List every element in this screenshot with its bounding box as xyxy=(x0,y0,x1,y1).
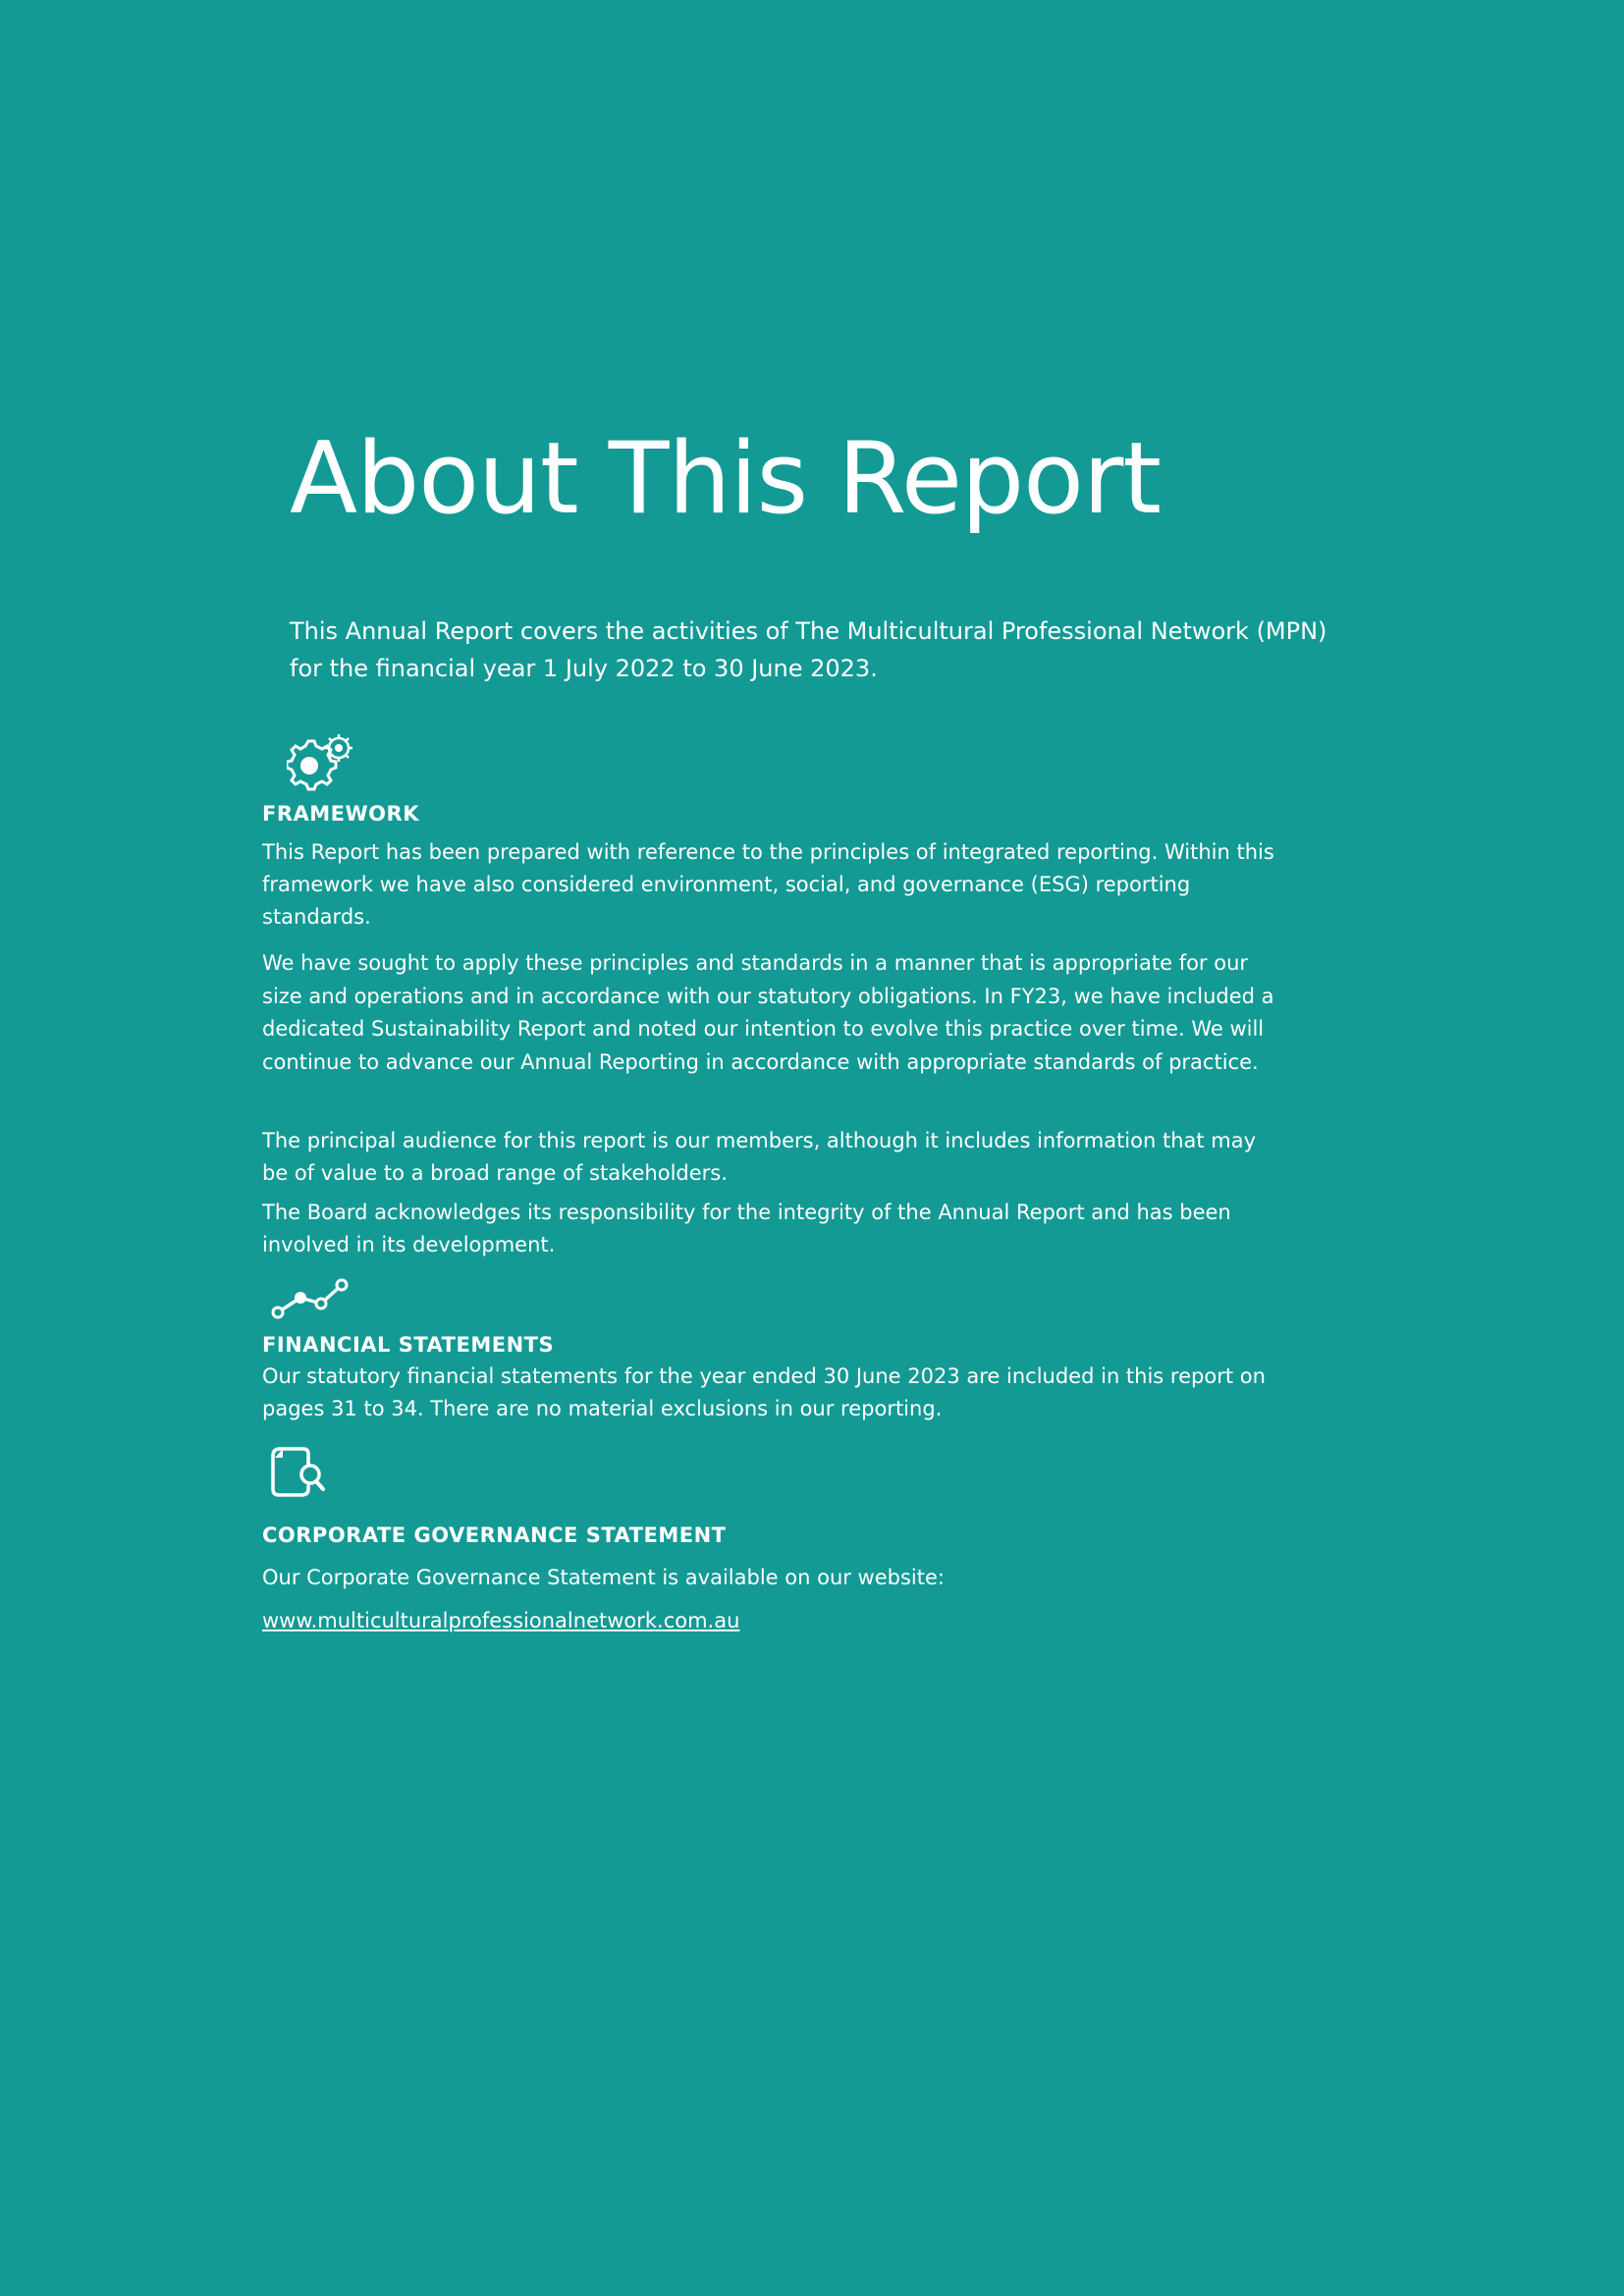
governance-text: Our Corporate Governance Statement is available on our website: xyxy=(262,1566,945,1589)
framework-paragraph-1: This Report has been prepared with reference to the principles of integrated reporting. Within this framework we have also considered environment, social, and governance (ESG) reporting standards. xyxy=(262,840,1274,929)
framework-paragraph-3: The principal audience for this report is our members, although it includes information that may be of value to a broad range of stakeholders. xyxy=(262,1129,1257,1185)
governance-heading: CORPORATE GOVERNANCE STATEMENT xyxy=(262,1523,727,1547)
framework-paragraph-4: The Board acknowledges its responsibility for the integrity of the Annual Report and has been involved in its development. xyxy=(262,1201,1231,1256)
financial-statements-heading: FINANCIAL STATEMENTS xyxy=(262,1333,555,1357)
document-search-icon xyxy=(269,1443,328,1502)
page-title: About This Report xyxy=(290,420,1162,536)
framework-heading: FRAMEWORK xyxy=(262,802,419,826)
financial-statements-text: Our statutory financial statements for the year ended 30 June 2023 are included in this report on pages 31 to 34. There are no material exclusions in our reporting. xyxy=(262,1364,1266,1420)
intro-paragraph: This Annual Report covers the activities of The Multicultural Professional Network (MPN) for the financial year 1 July 2022 to 30 June 2023. xyxy=(290,617,1327,682)
framework-paragraph-2: We have sought to apply these principles and standards in a manner that is appropriate for our size and operations and in accordance with our statutory obligations. In FY23, we have included a dedicated Sustainability Report and noted our intention to evolve this practice over time. We will continue to advance our Annual Reporting in accordance with appropriate standards of practice. xyxy=(262,951,1274,1074)
website-link[interactable]: www.multiculturalprofessionalnetwork.com.au xyxy=(262,1609,740,1632)
gears-icon xyxy=(287,734,355,791)
line-graph-icon xyxy=(269,1276,352,1321)
